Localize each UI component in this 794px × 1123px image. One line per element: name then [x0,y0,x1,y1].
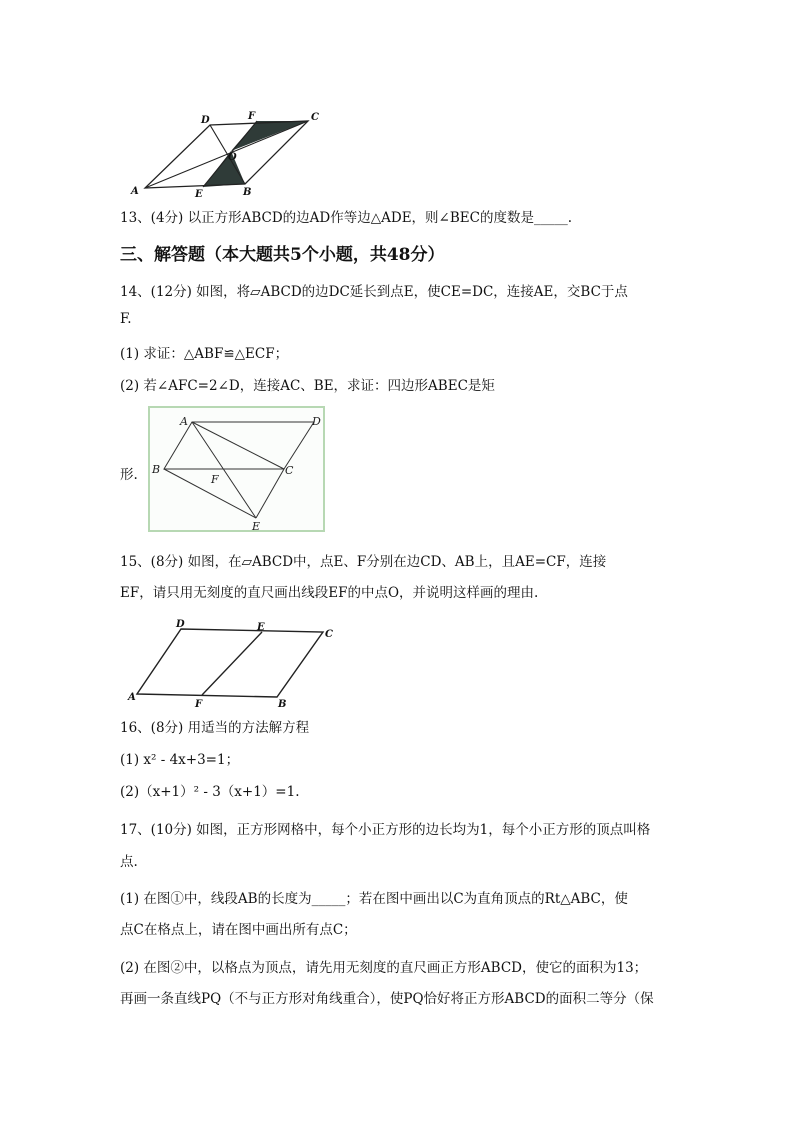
question-17-part1-line1: (1) 在图①中，线段AB的长度为_____；若在图中画出以C为直角顶点的Rt△ABC，使 [120,891,628,907]
question-15-line1: 15、(8分) 如图，在▱ABCD中，点E、F分别在边CD、AB上，且AE=CF，连接 [120,554,607,570]
label-o: O [228,152,237,163]
question-14-line1: 14、(12分) 如图，将▱ABCD的边DC延长到点E，使CE=DC，连接AE，交BC于点 [120,284,628,300]
parallelogram-abcd [137,629,323,697]
segment-fe [202,632,262,695]
question-14-part1: (1) 求证：△ABF≌△ECF； [120,346,289,362]
figure-q14 [148,406,326,533]
shaded-triangle-oeb [203,151,245,187]
label-a: A [180,415,188,428]
question-14-part2-end: 形. [120,467,138,483]
label-b: B [243,187,252,198]
question-14-line2: F. [120,311,132,327]
question-16-part2: (2)（x+1）² - 3（x+1）=1. [120,784,300,800]
question-16-part1: (1) x² - 4x+3=1； [120,752,240,768]
question-17-line2: 点. [120,854,138,870]
question-16-line1: 16、(8分) 用适当的方法解方程 [120,720,310,736]
question-17-part2-line2: 再画一条直线PQ（不与正方形对角线重合），使PQ恰好将正方形ABCD的面积二等分（保 [120,991,654,1007]
label-c: C [285,464,294,477]
question-17-part2-line1: (2) 在图②中，以格点为顶点，请先用无刻度的直尺画正方形ABCD，使它的面积为13； [120,960,648,976]
question-17-line1: 17、(10分) 如图，正方形网格中，每个小正方形的边长均为1，每个小正方形的顶点叫格 [120,822,651,838]
section-heading: 三、解答题（本大题共5个小题，共48分） [120,245,445,265]
label-d: D [312,415,321,428]
label-c: C [325,629,333,640]
label-f: F [211,473,219,486]
question-15-line2: EF，请只用无刻度的直尺画出线段EF的中点O，并说明这样画的理由. [120,585,539,601]
label-c: C [311,112,319,123]
label-d: D [176,619,185,630]
question-17-part1-line2: 点C在格点上，请在图中画出所有点C； [120,922,357,938]
label-e: E [195,189,203,198]
label-e: E [257,622,265,633]
label-b: B [152,463,161,476]
label-d: D [201,115,210,126]
label-a: A [128,692,136,703]
question-14-part2: (2) 若∠AFC=2∠D，连接AC、BE，求证：四边形ABEC是矩 [120,378,495,394]
label-f: F [248,111,256,122]
label-f: F [195,699,203,710]
label-e: E [252,520,261,533]
question-13: 13、(4分) 以正方形ABCD的边AD作等边△ADE，则∠BEC的度数是_____. [120,210,573,226]
figure-q15 [125,614,340,710]
label-a: A [131,186,139,197]
figure-rhombus [125,108,325,198]
label-b: B [278,699,287,710]
